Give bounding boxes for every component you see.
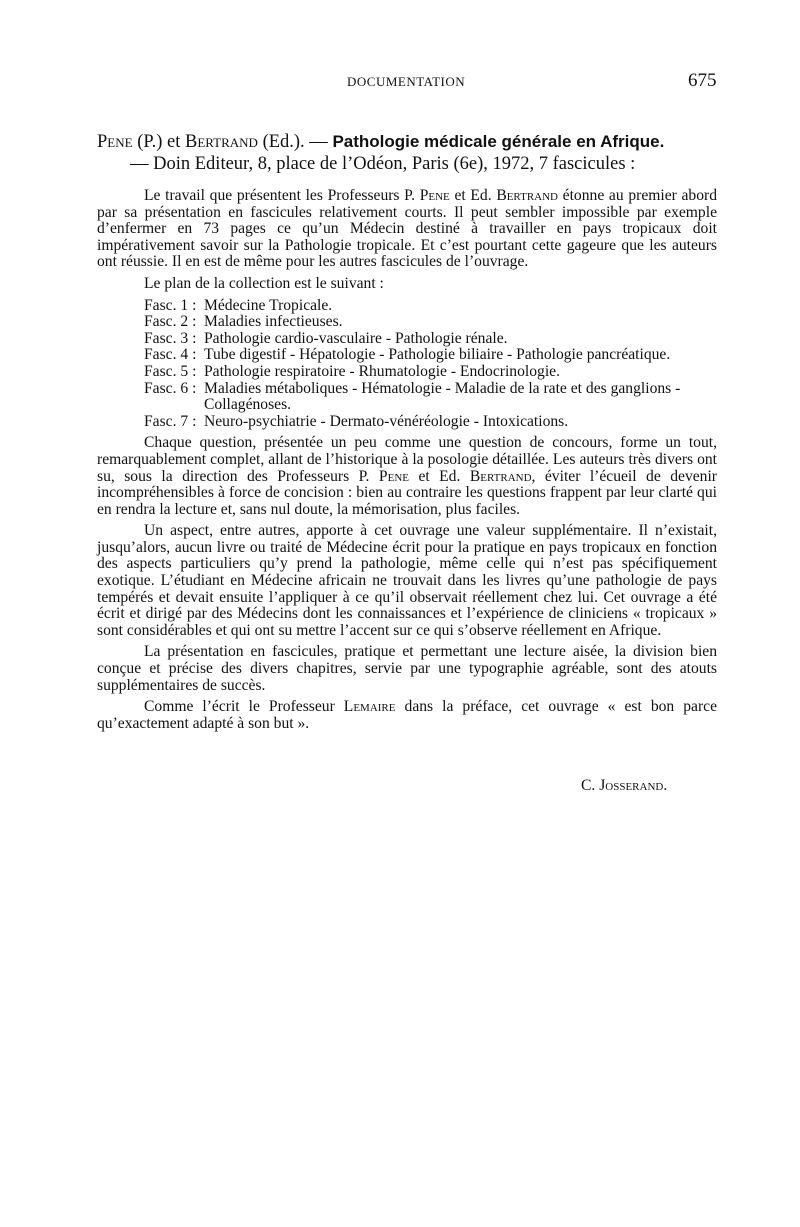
name-bertrand: Bertrand	[469, 467, 532, 485]
fascicle-label: Fasc. 4 :	[144, 346, 197, 364]
paragraph-3: Un aspect, entre autres, apporte à cet ouvrage une valeur supplémentaire. Il n’existait, jusqu’alors, aucun livre ou traité de Médecine écrit pour la pratique en pays tropicaux en fonction des aspects particuliers qu’y prend la pathologie, même celle qui n’est pas spécifiquement exotique. L’étudiant en Médecine africain ne trouvait dans les livres qu’une pathologie de pays tempérés et devait ensuite l’appliquer à ce qu’il observait réellement chez lui. Cet ouvrage a été écrit et dirigé par des Médecins dont les connaissances et l’expérience de cliniciens « tropicaux » sont considérables et qui ont su mettre l’accent sur ce qui s’observe réellement en Afrique.	[97, 522, 717, 639]
paragraph-1-text-b: et Ed.	[449, 187, 497, 204]
paragraph-1-text-c: étonne au premier abord par sa présentation en fascicules relativement courts. Il peut sembler impossible par exemple d’enfermer en 73 pages ce qu’un Médecin destiné à travailler en pays tropicaux doit impérativement savoir sur la Pathologie tropicale. Et c’est pourtant cette gageure que les auteurs ont réussie. Il en est de même pour les autres fascicules de l’ouvrage.	[97, 187, 718, 271]
list-item	[97, 347, 717, 364]
page-number: 675	[688, 70, 717, 91]
list-item	[97, 381, 717, 414]
name-pene: Pene	[378, 467, 409, 485]
author-bertrand-suffix: (Ed.). —	[257, 132, 333, 152]
running-head	[0, 72, 800, 96]
citation-line-1	[97, 131, 717, 153]
name-bertrand: Bertrand	[496, 187, 558, 204]
fascicle-text: Maladies métaboliques - Hématologie - Maladie de la rate et des ganglions - Collagénoses.	[204, 379, 681, 414]
list-item	[97, 414, 717, 431]
name-pene: Pene	[419, 187, 450, 204]
author-pene: Pene	[97, 132, 133, 152]
paragraph-2-text-a: Chaque question, présentée un peu comme une question de concours, forme un tout, remarquablement complet, allant de l’historique à la posologie détaillée. Les auteurs très divers ont su, sous la direction des Professeurs P.	[97, 434, 717, 485]
paragraph-5	[97, 699, 717, 732]
review-body	[97, 188, 717, 737]
author-bertrand: Bertrand	[184, 132, 258, 152]
signature-name: Josserand.	[599, 777, 668, 794]
fascicle-text: Médecine Tropicale.	[204, 296, 333, 314]
book-title: Pathologie médicale générale en Afrique.	[332, 132, 665, 151]
plan-intro: Le plan de la collection est le suivant :	[144, 274, 384, 292]
fascicle-label: Fasc. 2 :	[144, 313, 197, 331]
paragraph-5-text-a: Comme l’écrit le Professeur	[144, 698, 344, 716]
book-citation	[97, 131, 717, 175]
paragraph-2-text-b: et Ed.	[408, 467, 470, 485]
fascicle-text: Maladies infectieuses.	[204, 313, 343, 331]
fascicle-text: Pathologie respiratoire - Rhumatologie - Endocrinologie.	[204, 362, 560, 380]
fascicle-label: Fasc. 7 :	[144, 412, 197, 430]
reviewer-signature	[581, 777, 667, 795]
running-head-title: DOCUMENTATION	[347, 74, 466, 89]
paragraph-4: La présentation en fascicules, pratique et permettant une lecture aisée, la division bien conçue et précise des divers chapitres, servie par une typographie agréable, sont des atouts supplémentaires de succès.	[97, 643, 717, 694]
fascicle-text: Neuro-psychiatrie - Dermato-vénéréologie - Intoxications.	[204, 412, 569, 430]
citation-publisher-line: — Doin Editeur, 8, place de l’Odéon, Paris (6e), 1972, 7 fascicules :	[130, 154, 636, 174]
paragraph-2	[97, 435, 717, 518]
fascicle-label: Fasc. 6 :	[144, 379, 197, 397]
list-item	[97, 331, 717, 348]
list-item	[97, 314, 717, 331]
fascicle-label: Fasc. 5 :	[144, 362, 197, 380]
signature-initial: C.	[581, 777, 600, 794]
list-item	[97, 364, 717, 381]
fascicle-list	[97, 298, 717, 431]
fascicle-label: Fasc. 1 :	[144, 296, 197, 314]
paragraph-1-text-a: Le travail que présentent les Professeurs P.	[144, 187, 420, 204]
fascicle-text: Pathologie cardio-vasculaire - Pathologie rénale.	[204, 329, 508, 347]
author-pene-initial: (P.) et	[132, 132, 185, 152]
fascicle-label: Fasc. 3 :	[144, 329, 197, 347]
paragraph-5-text-b: dans la préface, cet ouvrage « est bon parce qu’exactement adapté à son but ».	[97, 698, 717, 732]
paragraph-2-text-c: , éviter l’écueil de devenir incompréhensibles à force de concision : bien au contraire les questions frappent par leur clarté qui en rendra la lecture et, sans nul doute, la mémorisation, plus faciles.	[97, 467, 717, 518]
fascicle-text: Tube digestif - Hépatologie - Pathologie biliaire - Pathologie pancréatique.	[204, 346, 671, 364]
name-lemaire: Lemaire	[343, 698, 396, 716]
list-item	[97, 298, 717, 315]
paragraph-1	[97, 188, 717, 271]
